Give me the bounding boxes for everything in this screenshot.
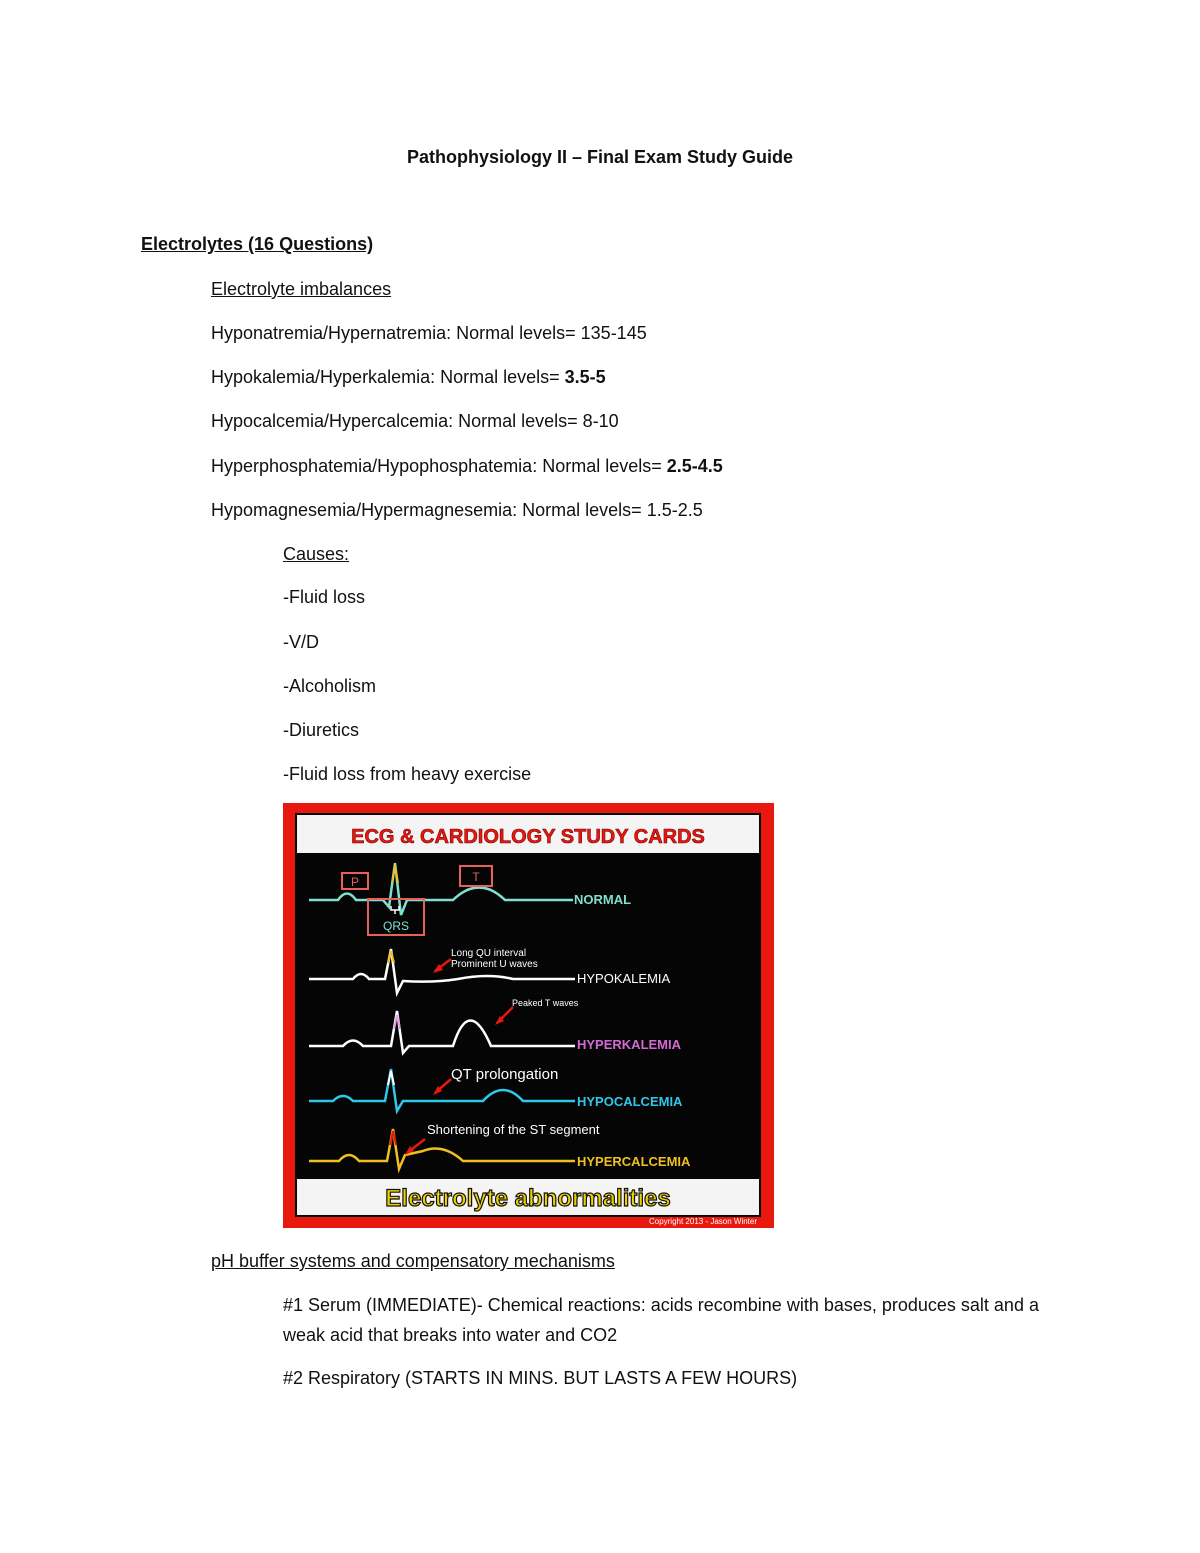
ph-item-1: #1 Serum (IMMEDIATE)- Chemical reactions: acids recombine with bases, produces salt and a weak acid that breaks into water and CO2 xyxy=(283,1295,1039,1345)
level-label: Hyponatremia/Hypernatremia: Normal levels= xyxy=(211,323,576,343)
card-header-text: ECG & CARDIOLOGY STUDY CARDS xyxy=(351,826,705,848)
hyperkalemia-label: HYPERKALEMIA xyxy=(577,1037,682,1052)
ecg-study-card-image xyxy=(283,803,774,1228)
level-value: 2.5-4.5 xyxy=(666,456,723,476)
section-heading-electrolytes: Electrolytes (16 Questions) xyxy=(141,234,374,254)
ecg-card-graphic xyxy=(283,803,774,1228)
hypercalcemia-annotation: Shortening of the ST segment xyxy=(427,1122,600,1137)
card-copyright: Copyright 2013 - Jason Winter xyxy=(648,1217,758,1226)
level-value: 135-145 xyxy=(580,323,647,343)
hyperkalemia-annotation: Peaked T waves xyxy=(512,998,579,1008)
level-line-magnesium xyxy=(211,499,703,521)
normal-label: NORMAL xyxy=(574,892,632,907)
cause-item: -V/D xyxy=(283,632,319,652)
level-line-phosphate xyxy=(211,455,723,477)
card-footer-text: Electrolyte abnormalities xyxy=(385,1185,671,1212)
hypokalemia-annotation-2: Prominent U waves xyxy=(451,959,538,970)
hypokalemia-label: HYPOKALEMIA xyxy=(577,971,671,986)
hypocalcemia-annotation: QT prolongation xyxy=(451,1066,559,1083)
level-value: 1.5-2.5 xyxy=(646,500,703,520)
t-label: T xyxy=(472,870,480,884)
hypokalemia-annotation-1: Long QU interval xyxy=(451,948,527,959)
qrs-label: QRS xyxy=(382,919,410,933)
cause-item: -Alcoholism xyxy=(283,676,377,696)
level-label: Hypomagnesemia/Hypermagnesemia: Normal levels= xyxy=(211,500,642,520)
level-value: 8-10 xyxy=(582,411,619,431)
causes-heading: Causes: xyxy=(283,544,350,564)
hypercalcemia-label: HYPERCALCEMIA xyxy=(577,1154,691,1169)
cause-item: -Fluid loss from heavy exercise xyxy=(283,764,532,784)
cause-item: -Fluid loss xyxy=(283,587,366,607)
level-line-potassium xyxy=(211,366,606,388)
cause-item: -Diuretics xyxy=(283,720,360,740)
ph-item-2: #2 Respiratory (STARTS IN MINS. BUT LASTS A FEW HOURS) xyxy=(283,1368,798,1388)
subheading-electrolyte-imbalances: Electrolyte imbalances xyxy=(211,279,392,299)
level-label: Hypokalemia/Hyperkalemia: Normal levels= xyxy=(211,367,560,387)
page-title: Pathophysiology II – Final Exam Study Guide xyxy=(406,147,794,167)
hypocalcemia-label: HYPOCALCEMIA xyxy=(577,1094,683,1109)
p-label: P xyxy=(350,875,360,889)
level-value: 3.5-5 xyxy=(564,367,606,387)
level-label: Hyperphosphatemia/Hypophosphatemia: Normal levels= xyxy=(211,456,662,476)
level-line-calcium xyxy=(211,410,619,432)
ph-section-heading: pH buffer systems and compensatory mechanisms xyxy=(211,1251,615,1271)
level-line-sodium xyxy=(211,322,647,344)
level-label: Hypocalcemia/Hypercalcemia: Normal levels= xyxy=(211,411,578,431)
